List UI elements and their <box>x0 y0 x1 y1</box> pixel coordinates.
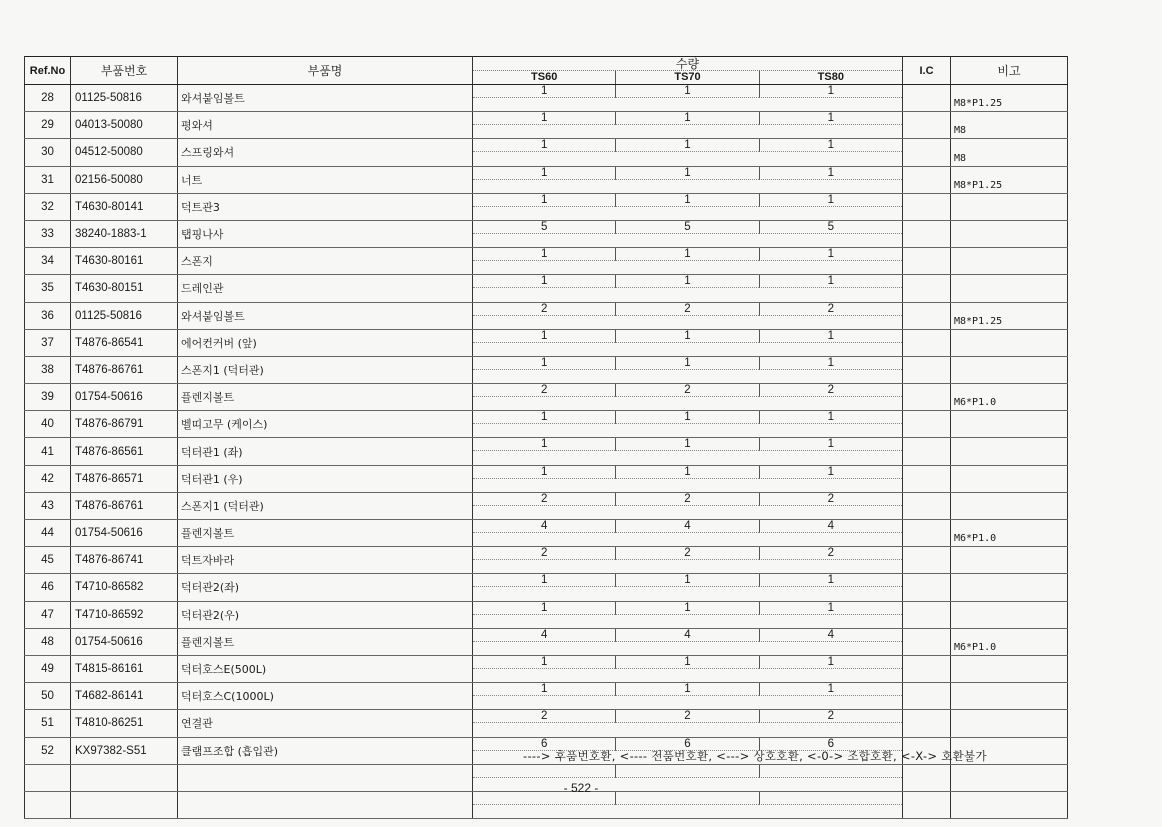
ref-no-cell: 34 <box>25 248 71 275</box>
part-name-cell: 덕트자바라 <box>178 547 473 574</box>
qty-ts70-value: 1 <box>615 411 758 424</box>
quantity-cell <box>473 166 903 193</box>
part-name-cell: 덕터호스E(500L) <box>178 655 473 682</box>
part-name-cell: 너트 <box>178 166 473 193</box>
ic-cell <box>903 356 951 383</box>
quantity-cell <box>473 275 903 302</box>
ic-cell <box>903 465 951 492</box>
part-number-cell: T4710-86582 <box>71 574 178 601</box>
table-header-row <box>25 57 1068 85</box>
quantity-cell <box>473 601 903 628</box>
qty-ts80-value: 2 <box>759 547 902 560</box>
ic-cell <box>903 520 951 547</box>
qty-ts60-value: 1 <box>473 275 615 288</box>
ref-no-cell: 29 <box>25 112 71 139</box>
qty-ts60-value: 5 <box>473 221 615 234</box>
qty-ts80-value: 1 <box>759 248 902 261</box>
table-row <box>25 710 1068 737</box>
ref-no-cell: 52 <box>25 737 71 764</box>
note-cell <box>951 710 1068 737</box>
qty-ts70-value: 1 <box>615 194 758 207</box>
ref-no-cell <box>25 791 71 818</box>
part-name-cell: 에어컨커버 (앞) <box>178 329 473 356</box>
note-cell <box>951 438 1068 465</box>
part-number-cell: T4876-86561 <box>71 438 178 465</box>
quantity-cell <box>473 356 903 383</box>
table-row <box>25 112 1068 139</box>
part-number-cell: T4810-86251 <box>71 710 178 737</box>
table-row <box>25 384 1068 411</box>
part-name-cell: 덕터관2(우) <box>178 601 473 628</box>
qty-ts60-value: 1 <box>473 139 615 152</box>
table-row <box>25 248 1068 275</box>
qty-ts80-value: 5 <box>759 221 902 234</box>
qty-ts70-value: 1 <box>615 574 758 587</box>
qty-ts60-value: 2 <box>473 710 615 723</box>
ic-cell <box>903 655 951 682</box>
part-number-cell: 38240-1883-1 <box>71 220 178 247</box>
table-row <box>25 547 1068 574</box>
part-number-cell: 01125-50816 <box>71 302 178 329</box>
qty-ts60-value: 1 <box>473 194 615 207</box>
part-number-cell: T4630-80161 <box>71 248 178 275</box>
note-cell <box>951 465 1068 492</box>
part-name-cell: 평와셔 <box>178 112 473 139</box>
quantity-cell <box>473 193 903 220</box>
ic-cell <box>903 492 951 519</box>
table-row <box>25 628 1068 655</box>
table-row <box>25 465 1068 492</box>
part-name-cell <box>178 791 473 818</box>
part-name-cell: 플렌지볼트 <box>178 628 473 655</box>
quantity-cell <box>473 683 903 710</box>
qty-ts60-value: 1 <box>473 438 615 451</box>
table-row <box>25 791 1068 818</box>
quantity-cell <box>473 220 903 247</box>
ic-cell <box>903 384 951 411</box>
quantity-cell <box>473 547 903 574</box>
quantity-cell <box>473 302 903 329</box>
quantity-cell <box>473 791 903 818</box>
ref-no-cell: 45 <box>25 547 71 574</box>
quantity-cell <box>473 465 903 492</box>
note-cell <box>951 791 1068 818</box>
table-row <box>25 574 1068 601</box>
part-number-cell: 01754-50616 <box>71 628 178 655</box>
quantity-cell <box>473 710 903 737</box>
qty-ts80-value: 1 <box>759 85 902 98</box>
ref-no-cell: 48 <box>25 628 71 655</box>
part-name-cell: 벨띠고무 (케이스) <box>178 411 473 438</box>
ref-no-cell: 49 <box>25 655 71 682</box>
parts-table <box>24 56 1068 819</box>
qty-ts60-value: 1 <box>473 330 615 343</box>
ic-cell <box>903 710 951 737</box>
ref-no-cell: 36 <box>25 302 71 329</box>
note-cell <box>951 275 1068 302</box>
qty-ts70-value: 4 <box>615 629 758 642</box>
qty-ts80-value: 1 <box>759 438 902 451</box>
table-row <box>25 193 1068 220</box>
qty-ts70-value: 1 <box>615 438 758 451</box>
qty-ts80-value: 1 <box>759 139 902 152</box>
note-cell <box>951 356 1068 383</box>
table-row <box>25 520 1068 547</box>
ref-no-header: Ref.No <box>25 57 71 85</box>
ic-cell <box>903 220 951 247</box>
ref-no-cell: 40 <box>25 411 71 438</box>
quantity-cell <box>473 112 903 139</box>
quantity-cell <box>473 520 903 547</box>
table-row <box>25 329 1068 356</box>
qty-ts70-value: 2 <box>615 303 758 316</box>
qty-ts60-value: 1 <box>473 248 615 261</box>
qty-ts80-value: 1 <box>759 602 902 615</box>
qty-ts60-value: 1 <box>473 85 615 98</box>
part-number-cell: T4710-86592 <box>71 601 178 628</box>
ic-cell <box>903 628 951 655</box>
note-cell: M6*P1.0 <box>951 520 1068 547</box>
model-ts60-header: TS60 <box>531 71 558 83</box>
qty-ts80-value: 1 <box>759 574 902 587</box>
qty-ts80-value: 1 <box>759 466 902 479</box>
page-number: - 522 - <box>563 781 599 795</box>
ref-no-cell: 33 <box>25 220 71 247</box>
note-cell <box>951 574 1068 601</box>
quantity-cell <box>473 628 903 655</box>
qty-ts70-value: 1 <box>615 330 758 343</box>
qty-ts60-value: 1 <box>473 656 615 669</box>
ic-cell <box>903 85 951 112</box>
ic-cell <box>903 112 951 139</box>
quantity-cell <box>473 384 903 411</box>
ref-no-cell: 28 <box>25 85 71 112</box>
ic-cell <box>903 601 951 628</box>
ref-no-cell: 30 <box>25 139 71 166</box>
table-row <box>25 139 1068 166</box>
note-cell <box>951 329 1068 356</box>
qty-ts60-value: 4 <box>473 520 615 533</box>
qty-ts70-value: 1 <box>615 85 758 98</box>
table-row <box>25 356 1068 383</box>
qty-ts80-value: 1 <box>759 683 902 696</box>
qty-ts60-value: 1 <box>473 167 615 180</box>
note-header: 비고 <box>951 57 1068 85</box>
note-cell: M8 <box>951 139 1068 166</box>
ref-no-cell: 32 <box>25 193 71 220</box>
qty-ts70-value: 1 <box>615 656 758 669</box>
note-cell <box>951 655 1068 682</box>
qty-ts60-value: 1 <box>473 411 615 424</box>
part-name-cell: 탭핑나사 <box>178 220 473 247</box>
part-name-cell: 덕터관1 (우) <box>178 465 473 492</box>
qty-ts70-value <box>615 765 758 778</box>
quantity-header <box>473 57 903 85</box>
qty-ts80-value: 1 <box>759 330 902 343</box>
qty-ts60-value: 2 <box>473 303 615 316</box>
part-number-cell: T4876-86571 <box>71 465 178 492</box>
qty-ts60-value: 2 <box>473 493 615 506</box>
qty-ts60-value: 1 <box>473 357 615 370</box>
qty-ts60-value: 6 <box>473 738 615 751</box>
table-row <box>25 411 1068 438</box>
qty-ts80-value: 1 <box>759 194 902 207</box>
ic-cell <box>903 574 951 601</box>
note-cell: M8*P1.25 <box>951 302 1068 329</box>
qty-ts70-value: 2 <box>615 384 758 397</box>
ref-no-cell: 35 <box>25 275 71 302</box>
part-name-cell: 스폰지 <box>178 248 473 275</box>
qty-ts70-value: 2 <box>615 710 758 723</box>
quantity-title: 수량 <box>675 57 700 71</box>
ic-cell <box>903 683 951 710</box>
qty-ts80-value: 1 <box>759 112 902 125</box>
table-row <box>25 492 1068 519</box>
qty-ts80-value: 1 <box>759 656 902 669</box>
part-number-cell: T4876-86791 <box>71 411 178 438</box>
qty-ts80-value: 4 <box>759 629 902 642</box>
ic-cell <box>903 329 951 356</box>
qty-ts80-value: 1 <box>759 357 902 370</box>
part-number-cell: T4876-86761 <box>71 356 178 383</box>
table-row <box>25 275 1068 302</box>
qty-ts70-value: 1 <box>615 248 758 261</box>
ref-no-cell: 41 <box>25 438 71 465</box>
part-number-cell: KX97382-S51 <box>71 737 178 764</box>
part-name-cell: 스프링와셔 <box>178 139 473 166</box>
qty-ts70-value: 5 <box>615 221 758 234</box>
quantity-cell <box>473 85 903 112</box>
quantity-cell <box>473 574 903 601</box>
note-cell: M6*P1.0 <box>951 384 1068 411</box>
part-number-cell: T4630-80141 <box>71 193 178 220</box>
qty-ts70-value: 1 <box>615 466 758 479</box>
ref-no-cell: 51 <box>25 710 71 737</box>
table-row <box>25 683 1068 710</box>
part-name-cell: 덕터호스C(1000L) <box>178 683 473 710</box>
ic-header: I.C <box>903 57 951 85</box>
qty-ts60-value: 1 <box>473 602 615 615</box>
part-number-cell <box>71 791 178 818</box>
note-cell <box>951 411 1068 438</box>
note-cell: M6*P1.0 <box>951 628 1068 655</box>
qty-ts70-value: 4 <box>615 520 758 533</box>
qty-ts80-value: 2 <box>759 303 902 316</box>
note-cell: M8*P1.25 <box>951 166 1068 193</box>
ic-cell <box>903 139 951 166</box>
table-row <box>25 601 1068 628</box>
quantity-cell <box>473 139 903 166</box>
model-ts80-header: TS80 <box>759 71 902 84</box>
part-name-cell: 플렌지볼트 <box>178 384 473 411</box>
ref-no-cell: 31 <box>25 166 71 193</box>
ref-no-cell: 43 <box>25 492 71 519</box>
ref-no-cell: 46 <box>25 574 71 601</box>
qty-ts80-value: 4 <box>759 520 902 533</box>
qty-ts60-value: 2 <box>473 384 615 397</box>
note-cell <box>951 220 1068 247</box>
ref-no-cell: 42 <box>25 465 71 492</box>
table-row <box>25 166 1068 193</box>
quantity-cell <box>473 411 903 438</box>
part-name-cell: 플렌지볼트 <box>178 520 473 547</box>
part-number-cell: 01754-50616 <box>71 520 178 547</box>
quantity-cell <box>473 329 903 356</box>
qty-ts70-value: 1 <box>615 683 758 696</box>
qty-ts60-value: 1 <box>473 574 615 587</box>
qty-ts60-value: 1 <box>473 466 615 479</box>
qty-ts60-value: 4 <box>473 629 615 642</box>
qty-ts70-value: 1 <box>615 275 758 288</box>
part-number-cell: T4630-80151 <box>71 275 178 302</box>
ref-no-cell: 37 <box>25 329 71 356</box>
ref-no-cell: 44 <box>25 520 71 547</box>
model-ts70-header: TS70 <box>615 71 758 84</box>
part-name-cell: 스폰지1 (덕터관) <box>178 492 473 519</box>
part-name-cell: 와셔붙임볼트 <box>178 302 473 329</box>
ic-cell <box>903 248 951 275</box>
part-name-header: 부품명 <box>178 57 473 85</box>
note-cell <box>951 683 1068 710</box>
quantity-cell <box>473 248 903 275</box>
qty-ts80-value: 1 <box>759 275 902 288</box>
qty-ts60-value: 1 <box>473 112 615 125</box>
quantity-cell <box>473 438 903 465</box>
part-number-header: 부품번호 <box>71 57 178 85</box>
qty-ts80-value: 1 <box>759 167 902 180</box>
qty-ts80-value: 2 <box>759 384 902 397</box>
ic-cell <box>903 791 951 818</box>
qty-ts70-value: 2 <box>615 547 758 560</box>
note-cell <box>951 248 1068 275</box>
qty-ts80-value: 6 <box>759 738 902 751</box>
part-number-cell: T4682-86141 <box>71 683 178 710</box>
part-number-cell: T4876-86761 <box>71 492 178 519</box>
qty-ts80-value: 1 <box>759 411 902 424</box>
ref-no-cell: 38 <box>25 356 71 383</box>
ref-no-cell: 50 <box>25 683 71 710</box>
ic-cell <box>903 166 951 193</box>
qty-ts60-value <box>473 765 615 778</box>
part-name-cell: 클램프조합 (흡입관) <box>178 737 473 764</box>
qty-ts70-value: 1 <box>615 602 758 615</box>
note-cell <box>951 492 1068 519</box>
part-number-cell: 01754-50616 <box>71 384 178 411</box>
note-cell <box>951 193 1068 220</box>
ref-no-cell: 47 <box>25 601 71 628</box>
part-number-cell: 01125-50816 <box>71 85 178 112</box>
table-row <box>25 302 1068 329</box>
quantity-cell <box>473 492 903 519</box>
part-number-cell: 02156-50080 <box>71 166 178 193</box>
part-number-cell: T4815-86161 <box>71 655 178 682</box>
quantity-cell <box>473 655 903 682</box>
note-cell: M8 <box>951 112 1068 139</box>
part-name-cell: 드레인관 <box>178 275 473 302</box>
ic-cell <box>903 438 951 465</box>
qty-ts70-value: 6 <box>615 738 758 751</box>
qty-ts70-value: 1 <box>615 167 758 180</box>
qty-ts80-value: 2 <box>759 493 902 506</box>
part-name-cell: 덕트관3 <box>178 193 473 220</box>
note-cell <box>951 547 1068 574</box>
table-row <box>25 220 1068 247</box>
compatibility-legend: ----> 후품번호환, <---- 전품번호환, <---> 상호호환, <-0-> 조합호환, <-X-> 호환불가 <box>523 749 987 763</box>
part-number-cell: T4876-86541 <box>71 329 178 356</box>
ic-cell <box>903 547 951 574</box>
qty-ts60-value: 1 <box>473 683 615 696</box>
table-row <box>25 85 1068 112</box>
qty-ts80-value: 2 <box>759 710 902 723</box>
ic-cell <box>903 193 951 220</box>
ic-cell <box>903 275 951 302</box>
table-row <box>25 438 1068 465</box>
part-name-cell: 덕터관1 (좌) <box>178 438 473 465</box>
ic-cell <box>903 302 951 329</box>
note-cell <box>951 601 1068 628</box>
ref-no-cell: 39 <box>25 384 71 411</box>
part-number-cell: 04013-50080 <box>71 112 178 139</box>
qty-ts70-value: 1 <box>615 357 758 370</box>
part-name-cell: 와셔붙임볼트 <box>178 85 473 112</box>
part-name-cell: 연결관 <box>178 710 473 737</box>
note-cell: M8*P1.25 <box>951 85 1068 112</box>
qty-ts70-value: 1 <box>615 112 758 125</box>
part-number-cell: T4876-86741 <box>71 547 178 574</box>
qty-ts60-value: 2 <box>473 547 615 560</box>
table-row <box>25 655 1068 682</box>
ic-cell <box>903 411 951 438</box>
part-number-cell: 04512-50080 <box>71 139 178 166</box>
parts-table-body <box>25 85 1068 819</box>
qty-ts70-value: 1 <box>615 139 758 152</box>
part-name-cell: 덕터관2(좌) <box>178 574 473 601</box>
qty-ts80-value <box>759 765 902 778</box>
part-name-cell: 스폰지1 (덕터관) <box>178 356 473 383</box>
qty-ts70-value: 2 <box>615 493 758 506</box>
